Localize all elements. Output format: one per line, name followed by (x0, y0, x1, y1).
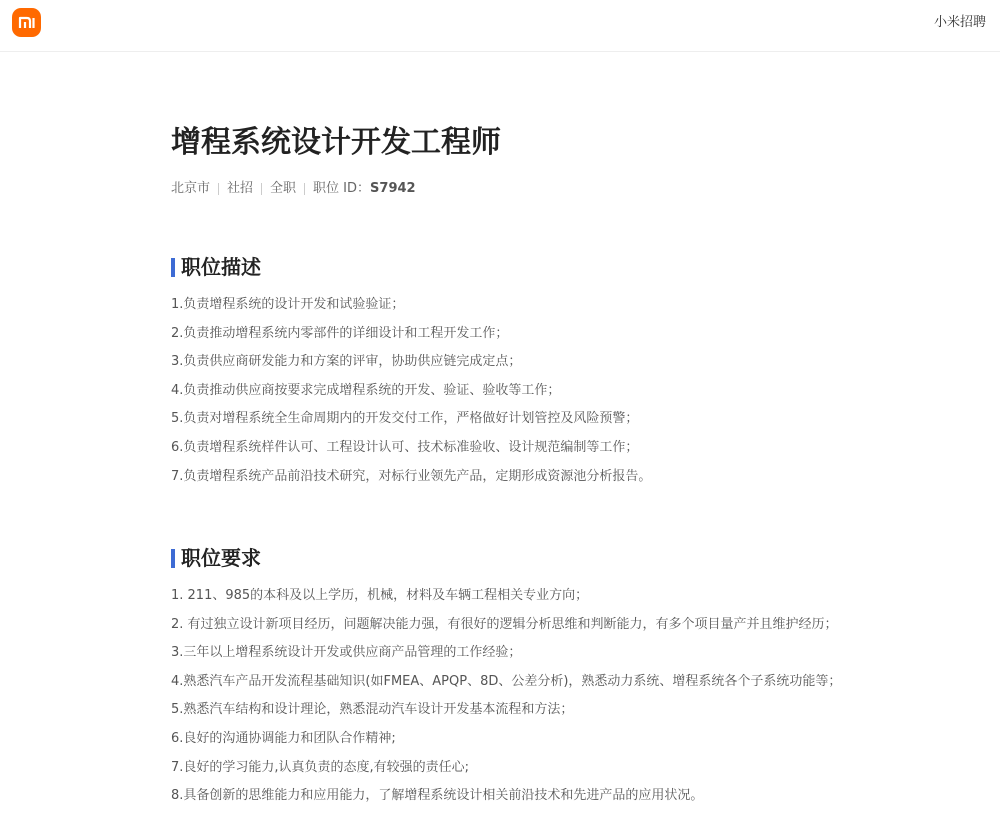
description-item: 6.负责增程系统样件认可、工程设计认可、技术标准验收、设计规范编制等工作； (171, 439, 639, 455)
job-id-value: S7942 (370, 181, 416, 196)
requirements-list (171, 582, 841, 811)
requirement-item: 1. 211、985的本科及以上学历，机械，材料及车辆工程相关专业方向； (171, 588, 589, 603)
requirement-item: 2. 有过独立设计新项目经历，问题解决能力强，有很好的逻辑分析思维和判断能力，有多个项目量产并且维护经历； (171, 616, 838, 632)
requirements-heading: 职位要求 (171, 545, 261, 571)
job-employment: 全职 (270, 181, 297, 196)
description-item: 7.负责增程系统产品前沿技术研究，对标行业领先产品，定期形成资源池分析报告。 (171, 468, 652, 484)
description-item: 2.负责推动增程系统内零部件的详细设计和工程开发工作； (171, 325, 509, 341)
mi-logo-icon (12, 8, 41, 37)
xiaomi-careers-link[interactable]: 小米招聘 (933, 15, 986, 30)
job-city: 北京市 (171, 181, 211, 196)
description-heading: 职位描述 (171, 254, 261, 280)
job-id-label: 职位 ID： (313, 181, 371, 196)
requirement-item: 5.熟悉汽车结构和设计理论，熟悉混动汽车设计开发基本流程和方法； (171, 702, 574, 718)
description-list (171, 291, 651, 491)
description-item: 4.负责推动供应商按要求完成增程系统的开发、验证、验收等工作； (171, 382, 561, 398)
description-item: 5.负责对增程系统全生命周期内的开发交付工作，严格做好计划管控及风险预警； (171, 411, 639, 427)
requirement-item: 6.良好的沟通协调能力和团队合作精神; (171, 730, 396, 746)
meta-divider (261, 183, 262, 195)
meta-divider (218, 183, 219, 195)
job-meta (171, 180, 416, 198)
description-item: 1.负责增程系统的设计开发和试验验证； (171, 297, 405, 312)
description-item: 3.负责供应商研发能力和方案的评审，协助供应链完成定点； (171, 354, 522, 370)
requirement-item: 8.具备创新的思维能力和应用能力，了解增程系统设计相关前沿技术和先进产品的应用状况。 (171, 788, 704, 804)
requirement-item: 3.三年以上增程系统设计开发或供应商产品管理的工作经验； (171, 645, 522, 661)
requirement-item: 7.良好的学习能力,认真负责的态度,有较强的责任心; (171, 759, 470, 775)
top-header (0, 0, 1000, 52)
xiaomi-logo[interactable] (12, 8, 41, 37)
job-title: 增程系统设计开发工程师 (171, 125, 501, 160)
requirement-item: 4.熟悉汽车产品开发流程基础知识(如FMEA、APQP、8D、公差分析)，熟悉动力系统、增程系统各个子系统功能等； (171, 673, 842, 689)
meta-divider (304, 183, 305, 195)
job-type: 社招 (227, 181, 254, 196)
